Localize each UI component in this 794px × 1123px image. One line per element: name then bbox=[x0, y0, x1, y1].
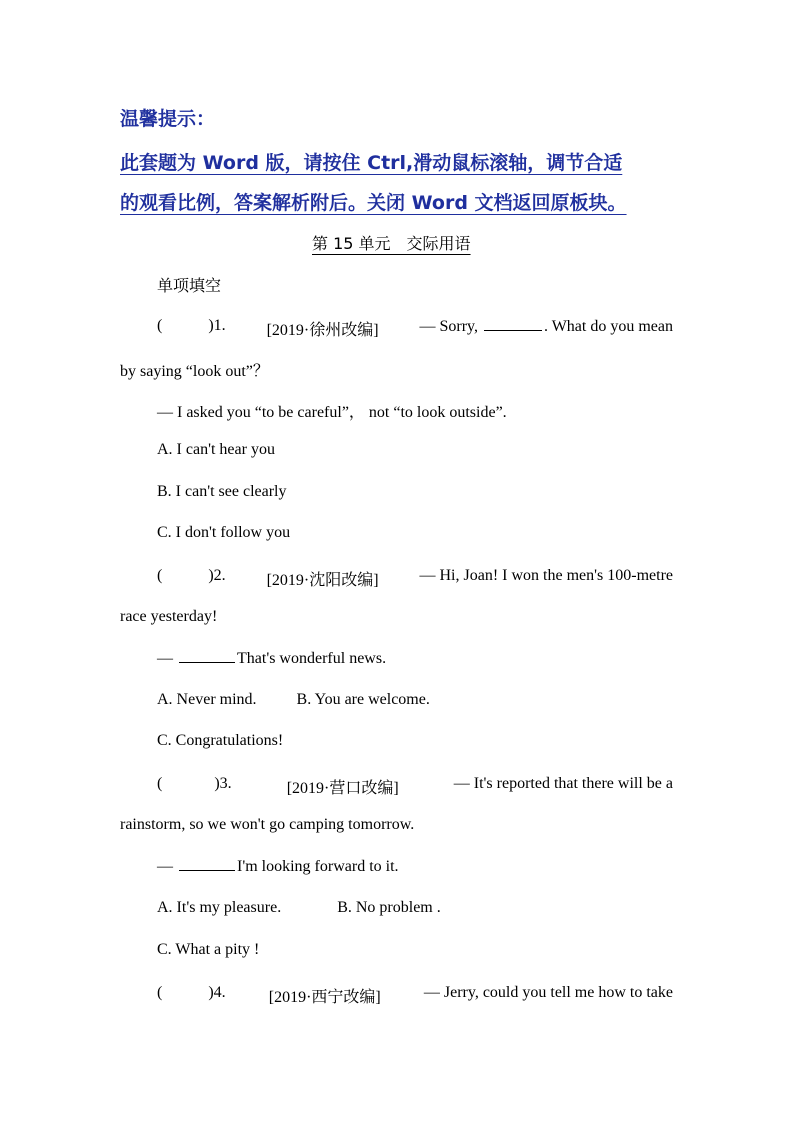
question-3-option-b: B. No problem . bbox=[337, 899, 441, 916]
question-3-option-c: C. What a pity ! bbox=[157, 941, 260, 958]
hint-line-1: 此套题为 Word 版，请按住 Ctrl,滑动鼠标滚轴，调节合适 bbox=[120, 152, 623, 174]
question-3-source: [2019·营口改编] bbox=[286, 780, 399, 797]
question-3-stem bbox=[157, 775, 673, 798]
question-3-options-ab bbox=[157, 899, 441, 917]
question-2-stem-cont: race yesterday! bbox=[120, 608, 218, 625]
question-1-option-b: B. I can't see clearly bbox=[157, 483, 287, 500]
section-title: 单项填空 bbox=[157, 276, 222, 295]
question-3-number: ( )3. bbox=[157, 775, 232, 792]
question-1-reply: — I asked you “to be careful”， not “to look outside”. bbox=[157, 404, 507, 421]
question-4-source: [2019·西宁改编] bbox=[268, 989, 381, 1006]
question-2-prompt: — Hi, Joan! I won the men's 100-metre bbox=[419, 567, 673, 584]
question-2-number: ( )2. bbox=[157, 567, 226, 584]
question-2-source: [2019·沈阳改编] bbox=[266, 572, 379, 589]
question-1-option-a: A. I can't hear you bbox=[157, 441, 275, 458]
answer-blank bbox=[179, 649, 235, 663]
unit-title: 第 15 单元 交际用语 bbox=[312, 234, 471, 253]
question-2-options-ab bbox=[157, 691, 430, 709]
question-3-reply: — I'm looking forward to it. bbox=[157, 858, 399, 875]
question-1-stem-cont: by saying “look out”？ bbox=[120, 363, 269, 380]
answer-blank bbox=[179, 857, 235, 871]
question-1-number: ( )1. bbox=[157, 317, 226, 334]
question-3-stem-cont: rainstorm, so we won't go camping tomorrow. bbox=[120, 816, 415, 833]
hint-title: 温馨提示： bbox=[120, 108, 216, 130]
question-4-number: ( )4. bbox=[157, 984, 226, 1001]
question-1-source: [2019·徐州改编] bbox=[266, 322, 379, 339]
question-4-prompt: — Jerry, could you tell me how to take bbox=[423, 984, 673, 1001]
answer-blank bbox=[484, 317, 542, 331]
question-2-reply: — That's wonderful news. bbox=[157, 650, 387, 667]
question-3-option-a: A. It's my pleasure. bbox=[157, 899, 282, 916]
question-3-prompt: — It's reported that there will be a bbox=[453, 775, 673, 792]
hint-line-2: 的观看比例，答案解析附后。关闭 Word 文档返回原板块。 bbox=[120, 192, 627, 214]
question-2-option-b: B. You are welcome. bbox=[296, 691, 430, 708]
question-2-option-a: A. Never mind. bbox=[157, 691, 257, 708]
question-2-stem bbox=[157, 567, 673, 590]
question-1-prompt: — Sorry, . What do you mean bbox=[419, 318, 673, 335]
question-1-option-c: C. I don't follow you bbox=[157, 524, 291, 541]
question-4-stem bbox=[157, 984, 673, 1007]
question-2-option-c: C. Congratulations! bbox=[157, 732, 284, 749]
question-1-stem bbox=[157, 317, 673, 340]
